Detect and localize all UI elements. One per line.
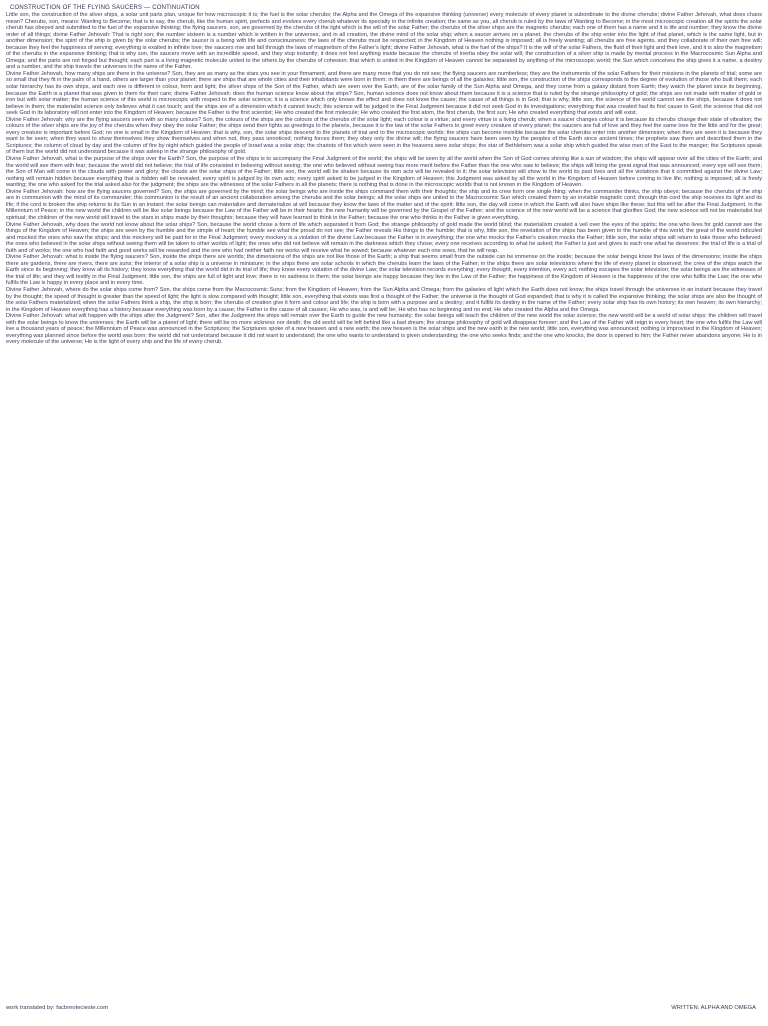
body-paragraph: Divine Father Jehovah, what is the purpose of the ships over the Earth? Son, the purpose of the ships is to accompany the Final Judgment of the world; the ships will be seen by all the world when the Son of God comes shining like a sun of wisdom; the ships will appear over all the cities of the Earth; and the world will see them with fear; because the world did not believe; the trial of life consisted in believing without seeing; the one who believed without seeing has more merit before the Father than the one who saw to believe; the ships will bring the great signal that was announced; every eye will see them; the Son of Man will come in the clouds with power and glory; the clouds are the solar ships of the Father; little son, the world will be shaken because its own acts will be revealed to it; the solar television will show to the world its past lives and all the violations that it committed against the divine Law; nothing will remain hidden because everything that is hidden will be revealed; every spirit is judged by its own acts; every spirit asked to be judged in the Kingdom of Heaven; this Judgment was asked by all the world in the Kingdom of Heaven before coming to live life; nothing is imposed; all is freely wanting; the one who asked for the trial asked also for the judgment; the ships are the witnesses of the solar Fathers in all the planets; there is nothing that is done in the microscopic worlds that is not known in the Kingdom of Heaven. xyxy=(6,156,762,189)
translator-credit: work translated by: facbreotecieste.com xyxy=(6,1005,109,1011)
body-paragraph: Divine Father Jehovah: why are the flying saucers seen with so many colours? Son, the colours of the ships are the colours of the cherubs of the solar light; each colour is a virtue; and every virtue is a living cherub; when a saucer changes colour it is because its cherubs change their state of vibration; the colours of the silver ships are the joy of the cherubs when they obey the solar Father; the ships send their lights as greetings to the planets, because it is the law of the solar Fathers to greet every creature of every planet; the saucers are full of love and they feel the same love for the little and for the great; every creature is important before God; no one is small in the Kingdom of Heaven; that is why, son, the solar ships descend to the planets of trial and to the microscopic worlds; the ships can become invisible because the solar cherubs enter into another dimension; when they are seen it is because they want to be seen; when they want to show themselves they show themselves and when not, they pass unnoticed; nothing forces them; they obey only the divine will; the flying saucers have been seen by the peoples of the Earth since ancient times; the prophets saw them and described them in the Scriptures; the column of cloud by day and the column of fire by night which guided the people of Israel was a solar ship; the chariots of fire which were seen in the heavens were solar ships; the star of Bethlehem was a solar ship which guided the wise men of the East to the manger; the Scriptures speak of them but the world did not understand because it was asleep in the strange philosophy of gold. xyxy=(6,116,762,156)
body-paragraph: Divine Father Jehovah, why does the world not know about the solar ships? Son, because the world chose a form of life which separated it from God; the strange philosophy of gold made the world blind; the materialism created a veil over the eyes of the spirits; the one who lives for gold cannot see the things of the Kingdom of Heaven; the ships are seen by the humble and the simple of heart; the humble see what the proud do not see; the Father reveals His things to the humble; that is why, little son, the revelation of the ships has been given to the humble of this world; the great of the world ridiculed and mocked the ones who saw the ships; and this mockery will be paid for in the Final Judgment; every mockery is a violation of the divine Law because the Father is in everything; the one who mocks the Father's creation mocks the Father; little son, the solar ships will return to take those who believed; the ones who believed in the solar ships without seeing them will be taken to other worlds of light; the ones who did not believe will remain in the darkness which they chose; every one receives according to what he asked; the Father is just and gives to each one what he deserves; the trial of life is a trial of faith and of works; the one who had faith and good works will be rewarded and the one who had neither faith nor works will receive what he sowed; because whatever each one sows, that he will reap. xyxy=(6,221,762,254)
body-paragraph: Divine Father Jehovah: what will happen with the ships after the Judgment? Son, after the Judgment the ships will remain over the Earth to guide the new humanity; the solar beings will teach the children of the new world the solar science; the new world will be a world of solar ships; the children will travel with the solar beings to know the universes; the Earth will be a planet of light; there will be no more sickness nor death; the old world will be left behind like a bad dream; the strange philosophy of gold will disappear forever; and the Law of the Father will reign in every heart; the one who fulfils the Law will live a thousand years of peace; the Millennium of Peace was announced in the Scriptures; the Scriptures spoke of a new heaven and a new earth; the new heaven is the solar ships and the new earth is the new world; little son, everything was announced; nothing is improvised in the Kingdom of Heaven; everything was planned since before the world was born; the world did not understand because it did not want to understand; the one who wants to understand is given understanding; the one who seeks finds; and the one who knocks, the door is opened to him; the Father never abandons anyone; He is in every molecule of the universe; He is the light of every ship and the life of every cherub. xyxy=(6,313,762,346)
document-body xyxy=(6,12,762,996)
author-signature: WRITTEN: ALPHA AND OMEGA xyxy=(671,1005,756,1011)
document-footer xyxy=(6,1003,762,1013)
body-paragraph: Divine Father Jehovah, where do the solar ships come from? Son, the ships come from the Macrocosmic Suns; from the Kingdom of Heaven; from the Sun Alpha and Omega; from the galaxies of light which the Earth does not know; the ships travel through the universes in an instant because they travel by the thought; the speed of thought is greater than the speed of light; the light is slow compared with thought; little son, everything that exists was first a thought of the Father; the universe is the thought of God expanded; that is why it is called the expansive thinking; the solar ships are also the thought of the solar Fathers materialized; when the solar Fathers think a ship, the ship is born; the cherubs of creation give it form and colour and life; the ship is born with a purpose and a destiny; and it fulfils its destiny in the name of the Father; every solar ship has its own history; its own heaven; its own hierarchy; in the Kingdom of Heaven everything has a history because everything was born by a cause; the Father is the cause of all causes; He who was, is and will be; He who has no beginning and no end; He who created the Alpha and the Omega. xyxy=(6,286,762,313)
body-paragraph: Little son, the construction of the silver ships, a solar unit parts plan, unique for how microscopic it is; the fuel is the solar cherubs; the Alpha and the Omega of the expansive thinking (universe) every molecule of every planet is subordinate to the divine cherubs; divine Father Jehovah, what does chaos mean? Cherubs, son, means: Wanting to Become; that is to say, the cherub, like the human spirit, perfects and evolves every cherub whatever its specialty in the infinite creation; the same as you, all cherub is ruled by the laws of Wanting to Become; in the most microscopic creation all the spirits the solar cherub has obeyed and submitted to the fuel of the expansive thinking; the flying saucers, son, are governed by the cherubs of the light which is the will of the solar Father; the cherubs of the silver ships are the magnetic cherubs; each one of them has a name and it is life and number; they know the divine order of all things; divine Father Jehovah: That is right son; the number sixteen is a number which is written in the universes, and in all creation, the divine mind of the solar ship; when a saucer arrives on a planet, the cherubs of the ship enter into the light of that planet, which is the same light, but in another dimension; the spirit of the ship is given by the solar cherubs; the saucer is a being with life and consciousness; the laws of the cherubs must be respected; in the Kingdom of Heaven nothing is imposed; all is freely wanting; all cherubs are free agents, and they collaborate of their own free will; because they feel the happiness of serving; everything is exalted in infinite love; the saucers rise and fall through the laws of magnetism of the Father's light; divine Father Jehovah, what is the fuel of the ships? It is the will of the solar Fathers, the fluid of their light and their love, and it is also the magnetism of the cherubs in the expansive thinking; that is why son, the saucers move with an incredible speed, and they stop instantly; it does not feel anything inside because the cherubs of inertia obey the solar will; the construction of a silver ship is made by mental process in the Macrocosmic Sun Alpha and Omega; and the parts are not forged but thought; each part is a living magnetic molecule united to the others by the cherubs of cohesion; that which is united in the Kingdom of Heaven cannot be separated by anything of the microscopic world; the Sun which conceives the ship gives it a name, a destiny and a number, and the ship travels the universes in the name of the Father. xyxy=(6,12,762,71)
body-paragraph: Divine Father Jehovah: what is inside the flying saucers? Son, inside the ships there are worlds; the dimensions of the ships are not like those of the Earth; a ship that seems small from the outside can be immense on the inside; because the solar beings know the laws of the dimensions; inside the ships there are gardens, there are rivers, there are suns; the interior of a solar ship is a universe in miniature; in the ships there are solar schools in which the cherubs learn the laws of the Father; in the ships there are solar televisions where the life of every planet is observed; the crew of the ships watch the Earth since its beginning; they know all its history; they know everything that the world did in its trial of life; they know every violation of the divine Law; the solar television records everything; every thought, every intention, every act; nothing escapes the solar television; the solar beings are the witnesses of the trial of life; and they will testify in the Final Judgment; little son, the ships are full of light and love; there is no sadness in them; the solar beings are happy because they live in the Law of the Father; the happiness of the Kingdom of Heaven is the happiness of the one who fulfils the Law; the one who fulfils the Law is happy in every place and in every time. xyxy=(6,254,762,287)
body-paragraph: Divine Father Jehovah, how many ships are there in the universe? Son, they are as many as the stars you see in your firmament, and there are many more that you do not see; the flying saucers are numberless; they are the instruments of the solar Fathers for their missions in the planets of trial; some are so small that they fit in the palm of a hand, others are larger than your planet; there are ships that are whole cities and their inhabitants were born in them; in them there are beings of all the galaxies; little son, the construction of the ships corresponds to the degree of evolution of those who built them; each solar hierarchy has its own ships, and each one is different in colour, form and light; the silver ships of the Son of the Father, which are seen over the Earth, are of the solar family of the Sun Alpha and Omega, and they come from a galaxy distant from Earth; they watch the planet since its beginning, because the Earth is a planet that was given to them for their care; divine Father Jehovah: does the human science know about the ships? Son, human science does not know about them because it is a science that is ruled by the strange philosophy of gold; the ships are not made with matter of gold or iron but with solar matter; the human science of this world is microscopic with respect to the solar science; it is a science which only knows the effect and does not know the cause; the cause of all things is in God; that is why, little son, the science of the world cannot see the ships, because it does not believe in them; the materialist science only believes what it can touch; and the ships are of a dimension which it cannot touch; this science will be judged in the Final Judgment because it did not seek God in its investigations; everything that was created had its first cause in God; the science that did not seek God in its laboratory will not enter into the Kingdom of Heaven; because the Father is the first scientist; He who created the first molecule; He who created the first atom, the first cherub, the first sun; He who created everything that exists and will exist. xyxy=(6,70,762,117)
body-paragraph: Divine Father Jehovah: how are the flying saucers governed? Son, the ships are governed by the mind; the solar beings who are inside the ships command them with their thoughts; the ship and its crew form one single thing; when the commander thinks, the ship obeys; because the cherubs of the ship are in communion with the mind of its commander; this communion is the result of an ancient collaboration among the cherubs and the solar beings; all the solar ships are united to the Macrocosmic Sun which created them by an invisible magnetic cord; through this cord the ship receives its light and its life; if the cord is broken the ship returns to its Sun in an instant; the solar beings can materialize and dematerialize at will because they know the laws of the matter and of the spirit; little son, the day will come in which the Earth will also have ships like these; but this will be after the Final Judgment, in the Millennium of Peace; in the new world the children will be like solar beings because the Law of the Father will be in their hearts; the new humanity will be governed by the Gospel of the Father; and the science of the new world will be a science that glorifies God; the new science will not be materialist but spiritual; the children of the new world will travel to the stars in ships made by their thoughts; because they will have learned to think in the Father; because the one who thinks in the Father is given everything. xyxy=(6,188,762,221)
document-header: CONSTRUCTION OF THE FLYING SAUCERS — CONTINUATION xyxy=(10,5,200,11)
